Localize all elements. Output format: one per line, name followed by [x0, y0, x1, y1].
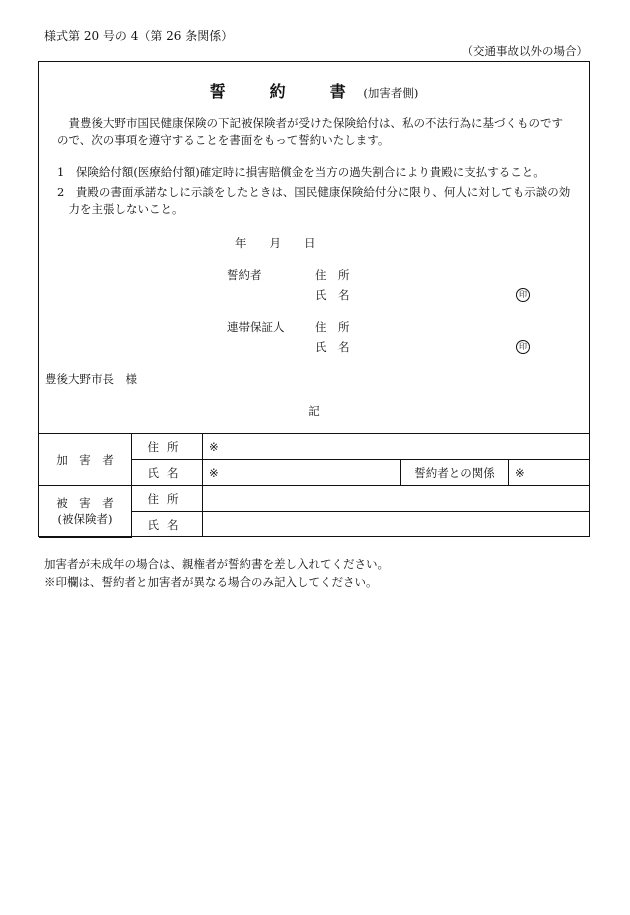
- perpetrator-name-mark: ※: [209, 465, 219, 480]
- guarantor-name-label: 氏 名: [315, 340, 350, 354]
- pledger-name-label: 氏 名: [315, 288, 350, 302]
- perpetrator-address-field[interactable]: [203, 434, 590, 460]
- document-title: 誓 約 書: [209, 82, 360, 101]
- victim-address-label: 住所: [132, 486, 203, 512]
- pledge-frame: [38, 61, 590, 537]
- perpetrator-address-mark: ※: [209, 439, 219, 454]
- victim-label-cell: [39, 486, 132, 538]
- relation-mark: ※: [515, 465, 525, 480]
- title-block: [39, 79, 589, 102]
- victim-sub-label: (被保険者): [57, 512, 113, 527]
- guarantor-label: 連帯保証人: [227, 320, 285, 334]
- pledger-seal-mark: 印: [516, 288, 530, 302]
- guarantor-seal-mark: 印: [516, 340, 530, 354]
- victim-name-label: 氏名: [132, 512, 203, 538]
- relation-field[interactable]: [509, 460, 590, 486]
- perpetrator-name-label: 氏名: [132, 460, 203, 486]
- perpetrator-name-field[interactable]: [203, 460, 401, 486]
- victim-label: 被 害 者: [56, 496, 114, 511]
- document-title-sub: (加害者側): [363, 86, 419, 100]
- addressee: 豊後大野市長 様: [45, 372, 137, 386]
- note-minor: 加害者が未成年の場合は、親権者が誓約書を差し入れてください。: [44, 557, 389, 571]
- victim-address-field[interactable]: [203, 486, 590, 512]
- intro-text: 貴豊後大野市国民健康保険の下記被保険者が受けた保険給付は、私の不法行為に基づくものですので、次の事項を遵守することを書面をもって誓約いたします。: [57, 116, 563, 147]
- guarantor-address-label: 住 所: [315, 320, 350, 334]
- ki-heading: 記: [308, 404, 320, 418]
- details-table: [39, 433, 589, 538]
- note-asterisk: ※印欄は、誓約者と加害者が異なる場合のみ記入してください。: [44, 575, 378, 589]
- victim-name-field[interactable]: [203, 512, 590, 538]
- pledge-item-2: 2 貴殿の書面承諾なしに示談をしたときは、国民健康保険給付分に限り、何人に対しても示談の効力を主張しないこと。: [57, 185, 571, 216]
- relation-label: 誓約者との関係: [401, 460, 509, 486]
- pledge-item-1: 1 保険給付額(医療給付額)確定時に損害賠償金を当方の過失割合により貴殿に支払すること。: [57, 165, 545, 179]
- pledger-address-label: 住 所: [315, 268, 350, 282]
- form-number: 様式第 20 号の 4（第 26 条関係）: [44, 29, 234, 43]
- perpetrator-address-label: 住所: [132, 434, 203, 460]
- scope-note: （交通事故以外の場合）: [461, 44, 588, 58]
- perpetrator-label: 加 害 者: [39, 434, 132, 486]
- pledger-label: 誓約者: [227, 268, 262, 282]
- date-line: 年 月 日: [235, 236, 316, 250]
